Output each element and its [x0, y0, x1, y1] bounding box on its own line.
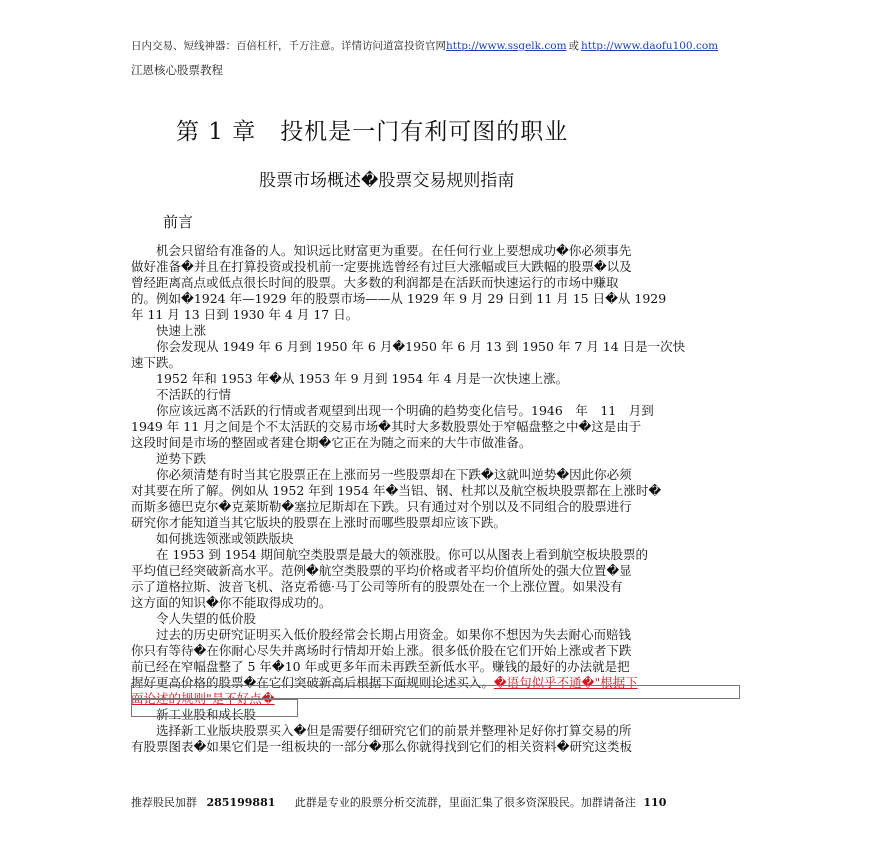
section-heading: 令人失望的低价股: [131, 611, 257, 626]
section-heading: 新工业股和成长股: [131, 707, 257, 722]
footer-qq: 285199881: [206, 796, 276, 809]
body-line: 年 11 月 13 日到 1930 年 4 月 17 日。: [131, 307, 359, 322]
heading-box: [131, 699, 298, 717]
page-header: [131, 38, 718, 53]
header-sep: 或: [568, 40, 580, 52]
body-line: 你必须清楚有时当其它股票正在上涨而另一些股票却在下跌�这就叫逆势�因此你必须: [131, 467, 632, 482]
header-link-ssgelk[interactable]: http://www.ssgelk.com: [446, 40, 567, 52]
body-line: 你会发现从 1949 年 6 月到 1950 年 6 月�1950 年 6 月 13 到 1950 年 7 月 14 日是一次快: [131, 339, 686, 354]
body-line: 在 1953 到 1954 期间航空类股票是最大的领涨股。你可以从图表上看到航空板块股票的: [131, 547, 649, 562]
page-footer: [131, 794, 666, 810]
body-line: 研究你才能知道当其它版块的股票在上涨时而哪些股票却应该下跌。: [131, 515, 507, 530]
body-line: 你只有等待�在你耐心尽失并离场时行情却开始上涨。很多低价股在它们开始上涨或者下跌: [131, 643, 632, 658]
body-line: 曾经距离高点或低点很长时间的股票。大多数的利润都是在活跃而快速运行的市场中赚取: [131, 275, 619, 290]
preface-heading: 前言: [163, 213, 194, 231]
footer-code: 110: [643, 796, 667, 809]
body-line: 速下跌。: [131, 355, 182, 370]
body-line: 你应该远离不活跃的行情或者观望到出现一个明确的趋势变化信号。1946 年 11 月到: [131, 403, 654, 418]
body-line: 平均值已经突破新高水平。范例�航空类股票的平均价格或者平均价值所处的强大位置�显: [131, 563, 632, 578]
review-note-a: �语句似乎不通�"根据下: [493, 675, 638, 690]
body-line: 这方面的知识�你不能取得成功的。: [131, 595, 332, 610]
review-note-b: 面论述的规则"是不好点�: [131, 691, 275, 706]
body-text: [131, 243, 685, 755]
body-line: 做好准备�并且在打算投资或投机前一定要挑选曾经有过巨大涨幅或巨大跌幅的股票�以及: [131, 259, 632, 274]
body-line: 而斯多德巴克尔�克莱斯勒�塞拉尼斯却在下跌。只有通过对个别以及不同组合的股票进行: [131, 499, 632, 514]
body-line: 示了道格拉斯、波音飞机、洛克希德·马丁公司等所有的股票处在一个上涨位置。如果没有: [131, 579, 623, 594]
body-line: 这段时间是市场的整固或者建仓期�它正在为随之而来的大牛市做准备。: [131, 435, 532, 450]
section-heading: 快速上涨: [131, 323, 207, 338]
body-line: 前已经在窄幅盘整了 5 年�10 年或更多年而未再跌至新低水平。赚钱的最好的办法就是把: [131, 659, 630, 674]
body-line: 1952 年和 1953 年�从 1953 年 9 月到 1954 年 4 月是一次快速上涨。: [131, 371, 569, 386]
body-line: 过去的历史研究证明买入低价股经常会长期占用资金。如果你不想因为失去耐心而赔钱: [131, 627, 632, 642]
section-heading: 如何挑选领涨或领跌版块: [131, 531, 294, 546]
header-link-daofu[interactable]: http://www.daofu100.com: [581, 40, 719, 52]
body-text-span: 握好更高价格的股票�在它们突破新高后根据下面规则论述买入。: [131, 675, 494, 690]
comment-box: [131, 685, 740, 699]
section-heading: 不活跃的行情: [131, 387, 232, 402]
header-intro: 日内交易、短线神器：百倍杠杆，千万注意。详情访问道富投资官网: [131, 40, 446, 52]
footer-label: 推荐股民加群: [131, 796, 197, 809]
section-heading: 逆势下跌: [131, 451, 207, 466]
body-line: 1949 年 11 月之间是个不太活跃的交易市场�其时大多数股票处于窄幅盘整之中�这是由于: [131, 419, 642, 434]
body-line: 有股票图表�如果它们是一组板块的一部分�那么你就得找到它们的相关资料�研究这类板: [131, 739, 632, 754]
body-line: 对其要在所了解。例如从 1952 年到 1954 年�当铝、钢、杜邦以及航空板块股票都在上涨时�: [131, 483, 662, 498]
footer-text: 此群是专业的股票分析交流群，里面汇集了很多资深股民。加群请备注: [294, 796, 636, 809]
body-line: 机会只留给有准备的人。知识远比财富更为重要。在任何行业上要想成功�你必须事先: [131, 243, 632, 258]
doc-name: 江恩核心股票教程: [131, 63, 223, 77]
body-line: 的。例如�1924 年—1929 年的股票市场——从 1929 年 9 月 29 日到 11 月 15 日�从 1929: [131, 291, 667, 306]
subtitle: 股票市场概述�股票交易规则指南: [259, 171, 515, 191]
body-line: 选择新工业版块股票买入�但是需要仔细研究它们的前景并整理补足好你打算交易的所: [131, 723, 632, 738]
chapter-title: 第 1 章 投机是一门有利可图的职业: [176, 119, 569, 145]
